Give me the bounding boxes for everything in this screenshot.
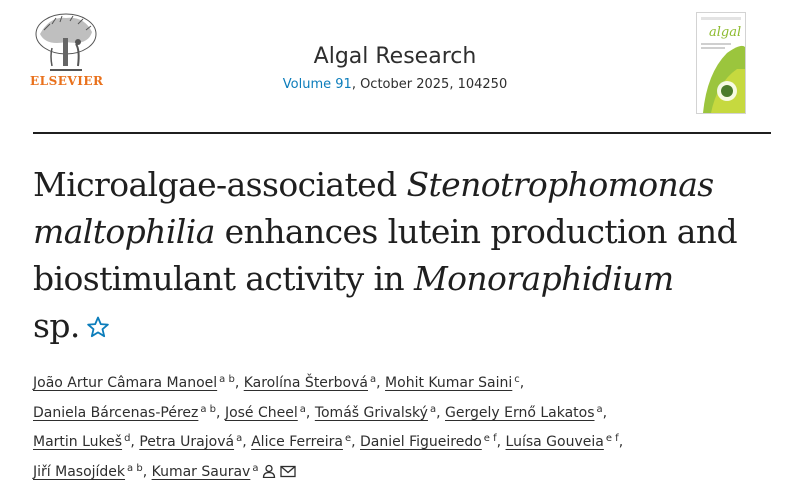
person-icon <box>262 462 276 488</box>
author-link[interactable]: Jiří Masojídek $^{a b}$ <box>33 462 143 480</box>
article-header <box>0 0 789 134</box>
article-title: Microalgae-associated Stenotrophomonas maltophilia enhances lutein production and biostimulant activity in Monoraphidium sp. <box>33 161 773 351</box>
elsevier-tree-icon <box>30 12 102 74</box>
author-link[interactable]: Gergely Ernő Lakatos $^a$ <box>445 403 603 421</box>
author-link[interactable]: Mohit Kumar Saini $^c$ <box>385 374 520 391</box>
journal-cover-thumbnail[interactable] <box>696 12 746 114</box>
author-list: João Artur Câmara Manoel $^{a b}$, Karolína Šterbová $^a$, Mohit Kumar Saini $^c$, Daniela Bárcenas-Pérez $^{a b}$, José Cheel $^a$, Tomáš Grivalský $^a$, Gergely Ernő Lakatos $^a$, Martin Lukeš $^d$, Petra Urajová $^a$, Alice Ferreira $^e$, Daniel Figueiredo $^{e f}$, Luísa Gouveia $^{e f}$, Jiří Masojídek $^{a b}$, Kumar Saurav $^a$ <box>33 367 773 487</box>
author-link[interactable]: Petra Urajová $^a$ <box>139 433 243 450</box>
star-outline-icon[interactable] <box>86 304 110 351</box>
author-link[interactable]: Daniela Bárcenas-Pérez $^{a b}$ <box>33 403 217 421</box>
author-link[interactable]: Martin Lukeš $^d$ <box>33 433 131 450</box>
author-link[interactable]: José Cheel $^a$ <box>224 403 306 421</box>
envelope-icon[interactable] <box>280 462 296 488</box>
issue-line <box>200 77 590 92</box>
issue-details: , October 2025, 104250 <box>351 77 508 92</box>
author-link[interactable]: Karolína Šterbová $^a$ <box>243 374 377 391</box>
author-link[interactable]: Luísa Gouveia $^{e f}$ <box>505 433 619 450</box>
volume-link[interactable]: Volume 91 <box>282 77 352 92</box>
author-link[interactable]: Alice Ferreira $^e$ <box>251 433 352 450</box>
journal-info <box>200 44 590 92</box>
publisher-name: ELSEVIER <box>30 74 104 88</box>
author-link[interactable]: João Artur Câmara Manoel $^{a b}$ <box>33 374 235 391</box>
elsevier-logo[interactable] <box>30 12 102 92</box>
journal-title[interactable]: Algal Research <box>313 44 477 69</box>
header-divider <box>33 132 771 134</box>
author-link[interactable]: Tomáš Grivalský $^a$ <box>314 403 437 421</box>
author-link[interactable]: Daniel Figueiredo $^{e f}$ <box>360 433 497 450</box>
cover-title: algal <box>709 25 742 40</box>
corresponding-author-link[interactable]: Kumar Saurav $^a$ <box>152 464 297 480</box>
